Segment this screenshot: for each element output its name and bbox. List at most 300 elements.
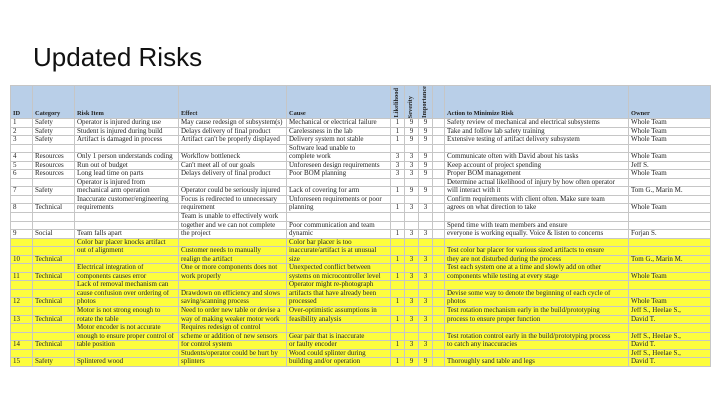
cell-risk-item: Long lead time on parts: [75, 170, 179, 179]
cell-severity: 9: [405, 118, 419, 127]
cell-category: [33, 212, 75, 221]
cell-likelihood: 3: [391, 161, 405, 170]
cell-risk-item: [75, 221, 179, 230]
cell-cause: Gear pair that is inaccurate: [287, 332, 391, 341]
cell-risk-item: [75, 144, 179, 153]
cell-cause: Mechanical or electrical failure: [287, 118, 391, 127]
cell-action: they are not disturbed during the process: [445, 255, 629, 264]
cell-category: [33, 144, 75, 153]
table-row: [11, 315, 711, 324]
cell-spacer: [433, 212, 445, 221]
cell-likelihood: 1: [391, 272, 405, 281]
cell-severity: [405, 195, 419, 204]
cell-spacer: [433, 358, 445, 367]
header-severity-label: Severity: [407, 95, 415, 118]
cell-risk-item: mechanical arm operation: [75, 187, 179, 196]
cell-importance: 3: [419, 255, 433, 264]
cell-category: Technical: [33, 341, 75, 350]
cell-importance: [419, 247, 433, 256]
cell-owner: Jeff S.: [629, 161, 711, 170]
cell-severity: [405, 306, 419, 315]
header-importance: [419, 86, 433, 119]
cell-action: Extensive testing of artifact delivery subsystem: [445, 136, 629, 145]
cell-cause: planning: [287, 204, 391, 213]
cell-importance: 9: [419, 118, 433, 127]
cell-spacer: [433, 127, 445, 136]
cell-importance: 3: [419, 298, 433, 307]
cell-likelihood: 3: [391, 153, 405, 162]
cell-owner: Whole Team: [629, 204, 711, 213]
header-owner: Owner: [629, 86, 711, 119]
cell-effect: Customer needs to manually: [179, 247, 287, 256]
cell-cause: feasibility analysis: [287, 315, 391, 324]
cell-likelihood: [391, 238, 405, 247]
cell-owner: [629, 238, 711, 247]
cell-owner: [629, 264, 711, 273]
cell-risk-item: enough to ensure proper control of: [75, 332, 179, 341]
cell-risk-item: Only 1 person understands coding: [75, 153, 179, 162]
cell-cause: Color bar placer is too: [287, 238, 391, 247]
cell-effect: saving/scanning process: [179, 298, 287, 307]
cell-category: [33, 221, 75, 230]
cell-spacer: [433, 230, 445, 239]
cell-owner: Whole Team: [629, 298, 711, 307]
cell-risk-item: components causes error: [75, 272, 179, 281]
cell-action: agrees on what direction to take: [445, 204, 629, 213]
cell-risk-item: requirements: [75, 204, 179, 213]
cell-owner: [629, 289, 711, 298]
cell-cause: Poor BOM planning: [287, 170, 391, 179]
table-row: [11, 255, 711, 264]
cell-cause: Over-optimistic assumptions in: [287, 306, 391, 315]
cell-effect: for control system: [179, 341, 287, 350]
slide-title: Updated Risks: [33, 42, 203, 72]
cell-id: [11, 281, 33, 290]
cell-owner: David T.: [629, 315, 711, 324]
cell-action: Keep account of project spending: [445, 161, 629, 170]
cell-action: [445, 238, 629, 247]
cell-risk-item: Motor encoder is not accurate: [75, 324, 179, 333]
cell-importance: 9: [419, 170, 433, 179]
cell-risk-item: table position: [75, 341, 179, 350]
cell-id: 9: [11, 230, 33, 239]
cell-action: [445, 212, 629, 221]
cell-id: [11, 144, 33, 153]
cell-risk-item: [75, 349, 179, 358]
cell-category: Technical: [33, 298, 75, 307]
cell-likelihood: [391, 289, 405, 298]
cell-likelihood: 1: [391, 230, 405, 239]
cell-effect: May cause redesign of subsystem(s): [179, 118, 287, 127]
table-row: [11, 153, 711, 162]
cell-id: 12: [11, 298, 33, 307]
header-category: Category: [33, 86, 75, 119]
cell-importance: [419, 289, 433, 298]
cell-action: [445, 281, 629, 290]
cell-importance: 9: [419, 161, 433, 170]
cell-importance: 9: [419, 136, 433, 145]
cell-id: [11, 178, 33, 187]
cell-owner: [629, 144, 711, 153]
cell-owner: Whole Team: [629, 170, 711, 179]
cell-id: [11, 212, 33, 221]
cell-owner: David T.: [629, 341, 711, 350]
cell-spacer: [433, 153, 445, 162]
cell-action: Proper BOM management: [445, 170, 629, 179]
cell-spacer: [433, 247, 445, 256]
cell-importance: 3: [419, 204, 433, 213]
cell-spacer: [433, 289, 445, 298]
cell-risk-item: out of alignment: [75, 247, 179, 256]
cell-importance: [419, 324, 433, 333]
cell-severity: 9: [405, 187, 419, 196]
cell-likelihood: [391, 349, 405, 358]
cell-importance: [419, 349, 433, 358]
cell-severity: [405, 144, 419, 153]
cell-likelihood: 1: [391, 315, 405, 324]
cell-spacer: [433, 118, 445, 127]
table-header-row: [11, 86, 711, 119]
cell-spacer: [433, 144, 445, 153]
cell-category: Safety: [33, 118, 75, 127]
cell-id: 2: [11, 127, 33, 136]
cell-category: [33, 238, 75, 247]
risk-table: [10, 85, 711, 367]
cell-importance: [419, 238, 433, 247]
table-row: [11, 298, 711, 307]
cell-severity: [405, 238, 419, 247]
cell-category: Safety: [33, 136, 75, 145]
cell-owner: Jeff S., Heelae S.,: [629, 332, 711, 341]
cell-id: 11: [11, 272, 33, 281]
header-cause: Cause: [287, 86, 391, 119]
table-row: [11, 204, 711, 213]
cell-likelihood: 1: [391, 136, 405, 145]
cell-severity: [405, 281, 419, 290]
cell-id: 8: [11, 204, 33, 213]
cell-owner: [629, 281, 711, 290]
cell-category: [33, 289, 75, 298]
cell-action: everyone is working equally. Voice & listen to concerns: [445, 230, 629, 239]
cell-effect: Delays delivery of final product: [179, 170, 287, 179]
cell-severity: [405, 324, 419, 333]
cell-effect: Team is unable to effectively work: [179, 212, 287, 221]
table-row: [11, 247, 711, 256]
cell-risk-item: Student is injured during build: [75, 127, 179, 136]
cell-likelihood: [391, 306, 405, 315]
cell-category: [33, 332, 75, 341]
table-row: [11, 136, 711, 145]
table-row: [11, 118, 711, 127]
table-row: [11, 238, 711, 247]
cell-id: 7: [11, 187, 33, 196]
cell-effect: realign the artifact: [179, 255, 287, 264]
table-row: [11, 212, 711, 221]
cell-owner: Whole Team: [629, 272, 711, 281]
cell-cause: dynamic: [287, 230, 391, 239]
cell-spacer: [433, 238, 445, 247]
cell-effect: the project: [179, 230, 287, 239]
cell-severity: [405, 221, 419, 230]
cell-likelihood: 1: [391, 358, 405, 367]
cell-action: [445, 324, 629, 333]
cell-owner: [629, 212, 711, 221]
cell-risk-item: Team falls apart: [75, 230, 179, 239]
cell-action: Test rotation mechanism early in the build/prototyping: [445, 306, 629, 315]
cell-effect: Drawdown on efficiency and slows: [179, 289, 287, 298]
cell-likelihood: [391, 264, 405, 273]
cell-effect: scheme or addition of new sensors: [179, 332, 287, 341]
cell-id: [11, 264, 33, 273]
cell-spacer: [433, 136, 445, 145]
cell-cause: Unforeseen requirements or poor: [287, 195, 391, 204]
cell-spacer: [433, 306, 445, 315]
cell-effect: Students/operator could be hurt by: [179, 349, 287, 358]
cell-action: photos: [445, 298, 629, 307]
cell-spacer: [433, 178, 445, 187]
cell-importance: [419, 212, 433, 221]
cell-severity: 9: [405, 358, 419, 367]
cell-likelihood: [391, 332, 405, 341]
cell-effect: way of making weaker motor work: [179, 315, 287, 324]
cell-category: Technical: [33, 272, 75, 281]
cell-owner: [629, 221, 711, 230]
cell-category: [33, 247, 75, 256]
cell-risk-item: Inaccurate customer/engineering: [75, 195, 179, 204]
cell-category: [33, 281, 75, 290]
cell-action: Confirm requirements with client often. Make sure team: [445, 195, 629, 204]
cell-importance: 9: [419, 153, 433, 162]
cell-category: Safety: [33, 127, 75, 136]
cell-effect: Need to order new table or devise a: [179, 306, 287, 315]
cell-effect: requirement: [179, 204, 287, 213]
cell-id: 14: [11, 341, 33, 350]
cell-id: [11, 238, 33, 247]
cell-id: [11, 195, 33, 204]
cell-category: [33, 306, 75, 315]
cell-id: 6: [11, 170, 33, 179]
cell-importance: [419, 281, 433, 290]
cell-cause: Wood could splinter during: [287, 349, 391, 358]
cell-cause: artifacts that have already been: [287, 289, 391, 298]
table-row: [11, 187, 711, 196]
cell-cause: building and/or operation: [287, 358, 391, 367]
cell-spacer: [433, 298, 445, 307]
cell-spacer: [433, 341, 445, 350]
header-effect: Effect: [179, 86, 287, 119]
cell-effect: One or more components does not: [179, 264, 287, 273]
cell-likelihood: 1: [391, 255, 405, 264]
cell-importance: 3: [419, 341, 433, 350]
cell-id: 10: [11, 255, 33, 264]
cell-id: [11, 247, 33, 256]
table-row: [11, 289, 711, 298]
cell-owner: Whole Team: [629, 153, 711, 162]
table-row: [11, 144, 711, 153]
table-row: [11, 230, 711, 239]
cell-action: Safety review of mechanical and electrical subsystems: [445, 118, 629, 127]
cell-action: Take and follow lab safety training: [445, 127, 629, 136]
cell-owner: Tom G., Marin M.: [629, 255, 711, 264]
cell-importance: [419, 221, 433, 230]
cell-action: components while testing at every stage: [445, 272, 629, 281]
table-row: [11, 127, 711, 136]
cell-spacer: [433, 187, 445, 196]
cell-severity: 3: [405, 272, 419, 281]
table-row: [11, 178, 711, 187]
cell-importance: 9: [419, 127, 433, 136]
cell-cause: Unforeseen design requirements: [287, 161, 391, 170]
cell-spacer: [433, 349, 445, 358]
cell-cause: complete work: [287, 153, 391, 162]
cell-likelihood: [391, 221, 405, 230]
cell-spacer: [433, 332, 445, 341]
cell-id: 1: [11, 118, 33, 127]
cell-spacer: [433, 324, 445, 333]
cell-severity: [405, 178, 419, 187]
cell-owner: [629, 247, 711, 256]
cell-importance: [419, 264, 433, 273]
cell-cause: Operator might re-photograph: [287, 281, 391, 290]
cell-action: to catch any inaccuracies: [445, 341, 629, 350]
cell-cause: Poor communication and team: [287, 221, 391, 230]
cell-importance: 9: [419, 358, 433, 367]
table-row: [11, 195, 711, 204]
cell-action: Test color bar placer for various sized artifacts to ensure: [445, 247, 629, 256]
table-row: [11, 324, 711, 333]
cell-likelihood: [391, 247, 405, 256]
cell-risk-item: Color bar placer knocks artifact: [75, 238, 179, 247]
header-action-spacer: [433, 86, 445, 119]
cell-importance: 9: [419, 187, 433, 196]
cell-id: 3: [11, 136, 33, 145]
header-severity: [405, 86, 419, 119]
header-risk-item: Risk Item: [75, 86, 179, 119]
cell-severity: 3: [405, 204, 419, 213]
cell-risk-item: cause confusion over ordering of: [75, 289, 179, 298]
cell-action: Test rotation control early in the build/prototyping process: [445, 332, 629, 341]
cell-likelihood: 1: [391, 341, 405, 350]
cell-action: Determine actual likelihood of injury by how often operator: [445, 178, 629, 187]
table-row: [11, 349, 711, 358]
cell-likelihood: [391, 212, 405, 221]
cell-severity: 3: [405, 255, 419, 264]
table-row: [11, 341, 711, 350]
cell-category: [33, 349, 75, 358]
cell-effect: Operator could be seriously injured: [179, 187, 287, 196]
cell-id: [11, 221, 33, 230]
cell-severity: 9: [405, 127, 419, 136]
cell-effect: Delays delivery of final product: [179, 127, 287, 136]
cell-action: Thoroughly sand table and legs: [445, 358, 629, 367]
cell-action: Spend time with team members and ensure: [445, 221, 629, 230]
cell-severity: 3: [405, 298, 419, 307]
cell-cause: inaccurate/artifact is at unusual: [287, 247, 391, 256]
cell-effect: Artifact can't be properly displayed: [179, 136, 287, 145]
table-row: [11, 281, 711, 290]
cell-effect: Requires redesign of control: [179, 324, 287, 333]
cell-risk-item: rotate the table: [75, 315, 179, 324]
cell-risk-item: Run out of budget: [75, 161, 179, 170]
cell-cause: Lack of covering for arm: [287, 187, 391, 196]
cell-category: Safety: [33, 358, 75, 367]
cell-likelihood: [391, 144, 405, 153]
table-row: [11, 306, 711, 315]
cell-severity: [405, 247, 419, 256]
cell-category: [33, 264, 75, 273]
cell-importance: [419, 144, 433, 153]
cell-spacer: [433, 161, 445, 170]
cell-severity: [405, 212, 419, 221]
cell-importance: 3: [419, 315, 433, 324]
cell-action: Communicate often with David about his tasks: [445, 153, 629, 162]
cell-risk-item: Motor is not strong enough to: [75, 306, 179, 315]
cell-owner: Tom G., Marin M.: [629, 187, 711, 196]
cell-effect: [179, 238, 287, 247]
cell-owner: [629, 178, 711, 187]
cell-risk-item: Electrical integration of: [75, 264, 179, 273]
table-row: [11, 161, 711, 170]
cell-id: 15: [11, 358, 33, 367]
header-id: ID: [11, 86, 33, 119]
cell-category: Resources: [33, 170, 75, 179]
cell-risk-item: photos: [75, 298, 179, 307]
cell-owner: Whole Team: [629, 118, 711, 127]
cell-id: [11, 289, 33, 298]
cell-owner: Jeff S., Heelae S.,: [629, 306, 711, 315]
cell-id: 13: [11, 315, 33, 324]
cell-owner: [629, 195, 711, 204]
table-body: [11, 118, 711, 366]
cell-action: [445, 144, 629, 153]
cell-cause: Unexpected conflict between: [287, 264, 391, 273]
cell-category: Technical: [33, 315, 75, 324]
cell-action: Test each system one at a time and slowly add on other: [445, 264, 629, 273]
cell-cause: or faulty encoder: [287, 341, 391, 350]
cell-effect: together and we can not complete: [179, 221, 287, 230]
cell-severity: 3: [405, 341, 419, 350]
cell-cause: Delivery system not stable: [287, 136, 391, 145]
cell-likelihood: 3: [391, 170, 405, 179]
cell-spacer: [433, 264, 445, 273]
cell-severity: [405, 264, 419, 273]
header-likelihood-label: Likelihood: [393, 88, 401, 118]
cell-cause: [287, 212, 391, 221]
cell-category: Safety: [33, 187, 75, 196]
cell-severity: 3: [405, 230, 419, 239]
table-row: [11, 221, 711, 230]
cell-spacer: [433, 170, 445, 179]
cell-effect: splinters: [179, 358, 287, 367]
cell-cause: processed: [287, 298, 391, 307]
cell-spacer: [433, 281, 445, 290]
cell-spacer: [433, 195, 445, 204]
cell-cause: [287, 178, 391, 187]
cell-effect: work properly: [179, 272, 287, 281]
cell-id: [11, 332, 33, 341]
cell-owner: [629, 324, 711, 333]
cell-likelihood: 1: [391, 127, 405, 136]
cell-effect: [179, 178, 287, 187]
cell-likelihood: [391, 195, 405, 204]
cell-severity: 3: [405, 315, 419, 324]
cell-id: 4: [11, 153, 33, 162]
cell-spacer: [433, 204, 445, 213]
cell-category: Resources: [33, 153, 75, 162]
cell-risk-item: Splintered wood: [75, 358, 179, 367]
cell-effect: Can't meet all of our goals: [179, 161, 287, 170]
header-importance-label: Importance: [421, 86, 429, 118]
